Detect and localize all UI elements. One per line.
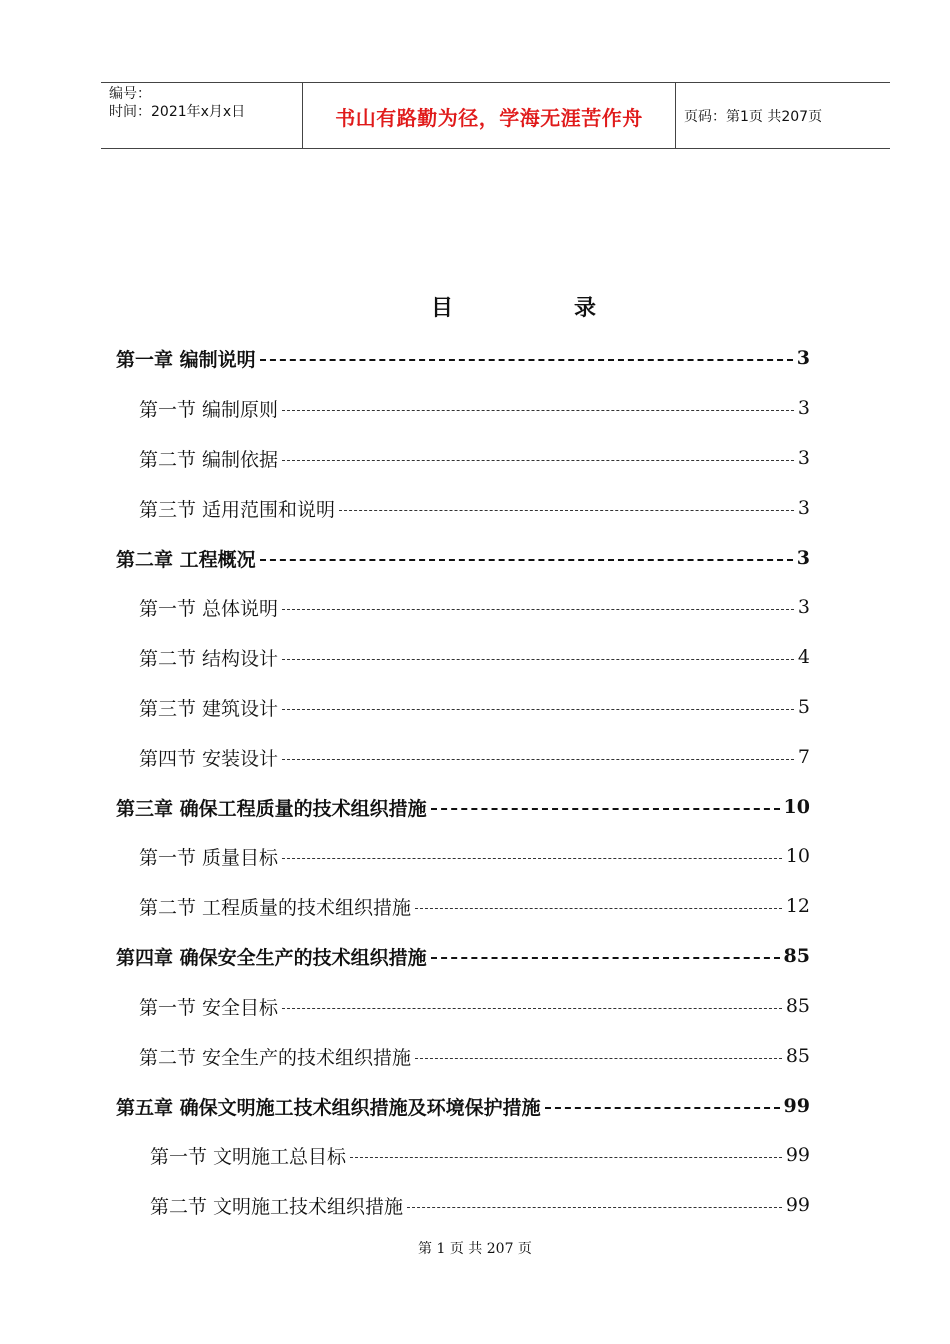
toc-entry-page: 12 [785, 895, 810, 917]
toc-leader-dots [282, 1008, 782, 1009]
toc-entry-label: 第二节 编制依据 [139, 448, 279, 471]
toc-entry[interactable] [139, 393, 810, 423]
toc-entry-label: 第二节 文明施工技术组织措施 [150, 1195, 404, 1218]
toc-entry[interactable] [139, 692, 810, 722]
header-motto-cell [303, 83, 676, 148]
toc-entry-page: 99 [783, 1095, 810, 1117]
toc-entry-label: 第一节 安全目标 [139, 996, 279, 1019]
toc-entry-page: 5 [797, 696, 810, 718]
toc-entry-label: 第二节 安全生产的技术组织措施 [139, 1046, 412, 1069]
toc-leader-dots [282, 659, 794, 660]
header-page-cell [676, 83, 890, 148]
toc-entry-label: 第四章 确保安全生产的技术组织措施 [116, 946, 427, 969]
toc-entry[interactable] [139, 592, 810, 622]
toc-entry-page: 3 [797, 397, 810, 419]
toc-entry[interactable] [116, 343, 810, 373]
toc-title-right: 录 [574, 296, 597, 321]
header-page-info: 页码：第1页 共207页 [684, 109, 823, 125]
header-meta-cell [101, 83, 303, 148]
toc-entry-label: 第一节 文明施工总目标 [150, 1145, 347, 1168]
toc-entry[interactable] [150, 1140, 810, 1170]
toc-leader-dots [339, 510, 794, 511]
page-footer: 第 1 页 共 207 页 [418, 1241, 532, 1257]
toc-entry[interactable] [116, 792, 810, 822]
toc-leader-dots [260, 559, 793, 561]
toc-entry-page: 85 [785, 1045, 810, 1067]
toc-entry-label: 第一节 总体说明 [139, 597, 279, 620]
toc-leader-dots [282, 460, 794, 461]
toc-leader-dots [282, 609, 794, 610]
toc-entry-label: 第三节 适用范围和说明 [139, 498, 336, 521]
toc-leader-dots [282, 709, 794, 710]
toc-leader-dots [415, 908, 782, 909]
toc-title [300, 292, 730, 326]
toc-entry-page: 10 [783, 796, 810, 818]
toc-entry[interactable] [139, 1041, 810, 1071]
header-motto: 书山有路勤为径，学海无涯苦作舟 [335, 106, 643, 130]
toc-entry-page: 99 [785, 1144, 810, 1166]
toc-leader-dots [260, 359, 793, 361]
toc-entry-label: 第一节 质量目标 [139, 846, 279, 869]
toc-title-left: 目 [431, 296, 454, 321]
toc-entry[interactable] [116, 1091, 810, 1121]
toc-entry-page: 85 [783, 945, 810, 967]
toc-entry[interactable] [139, 891, 810, 921]
toc-entry-label: 第二章 工程概况 [116, 548, 256, 571]
toc-entry-label: 第三章 确保工程质量的技术组织措施 [116, 797, 427, 820]
toc-leader-dots [282, 410, 794, 411]
toc-leader-dots [431, 808, 780, 810]
toc-leader-dots [545, 1107, 780, 1109]
toc-leader-dots [282, 759, 794, 760]
toc-entry-page: 7 [797, 746, 810, 768]
toc-entry-page: 3 [796, 547, 810, 569]
toc-leader-dots [282, 858, 782, 859]
toc-entry-label: 第三节 建筑设计 [139, 697, 279, 720]
toc-entry-label: 第五章 确保文明施工技术组织措施及环境保护措施 [116, 1096, 541, 1119]
toc-entry-page: 85 [785, 995, 810, 1017]
toc-entry[interactable] [116, 941, 810, 971]
toc-entry-page: 4 [797, 646, 810, 668]
toc-entry-page: 3 [797, 596, 810, 618]
toc-entry-label: 第二节 工程质量的技术组织措施 [139, 896, 412, 919]
toc-leader-dots [407, 1207, 782, 1208]
document-time-label: 时间：2021年x月x日 [109, 104, 246, 120]
toc-leader-dots [431, 957, 780, 959]
toc-entry-label: 第二节 结构设计 [139, 647, 279, 670]
toc-entry[interactable] [139, 443, 810, 473]
toc-entry-page: 3 [797, 497, 810, 519]
toc-entry[interactable] [139, 742, 810, 772]
toc-leader-dots [415, 1058, 782, 1059]
toc-entry-page: 10 [785, 845, 810, 867]
toc-entry[interactable] [139, 841, 810, 871]
toc-entry-page: 99 [785, 1194, 810, 1216]
toc-entry[interactable] [139, 642, 810, 672]
toc-entry-label: 第一章 编制说明 [116, 348, 256, 371]
document-header [101, 82, 890, 149]
toc-entry-page: 3 [797, 447, 810, 469]
toc-entry-page: 3 [796, 347, 810, 369]
toc-entry[interactable] [139, 991, 810, 1021]
toc-entry[interactable] [116, 543, 810, 573]
toc-leader-dots [350, 1157, 782, 1158]
document-number-label: 编号： [109, 86, 151, 102]
toc-entry-label: 第一节 编制原则 [139, 398, 279, 421]
toc-entry-label: 第四节 安装设计 [139, 747, 279, 770]
toc-entry[interactable] [139, 493, 810, 523]
toc-entry[interactable] [150, 1190, 810, 1220]
